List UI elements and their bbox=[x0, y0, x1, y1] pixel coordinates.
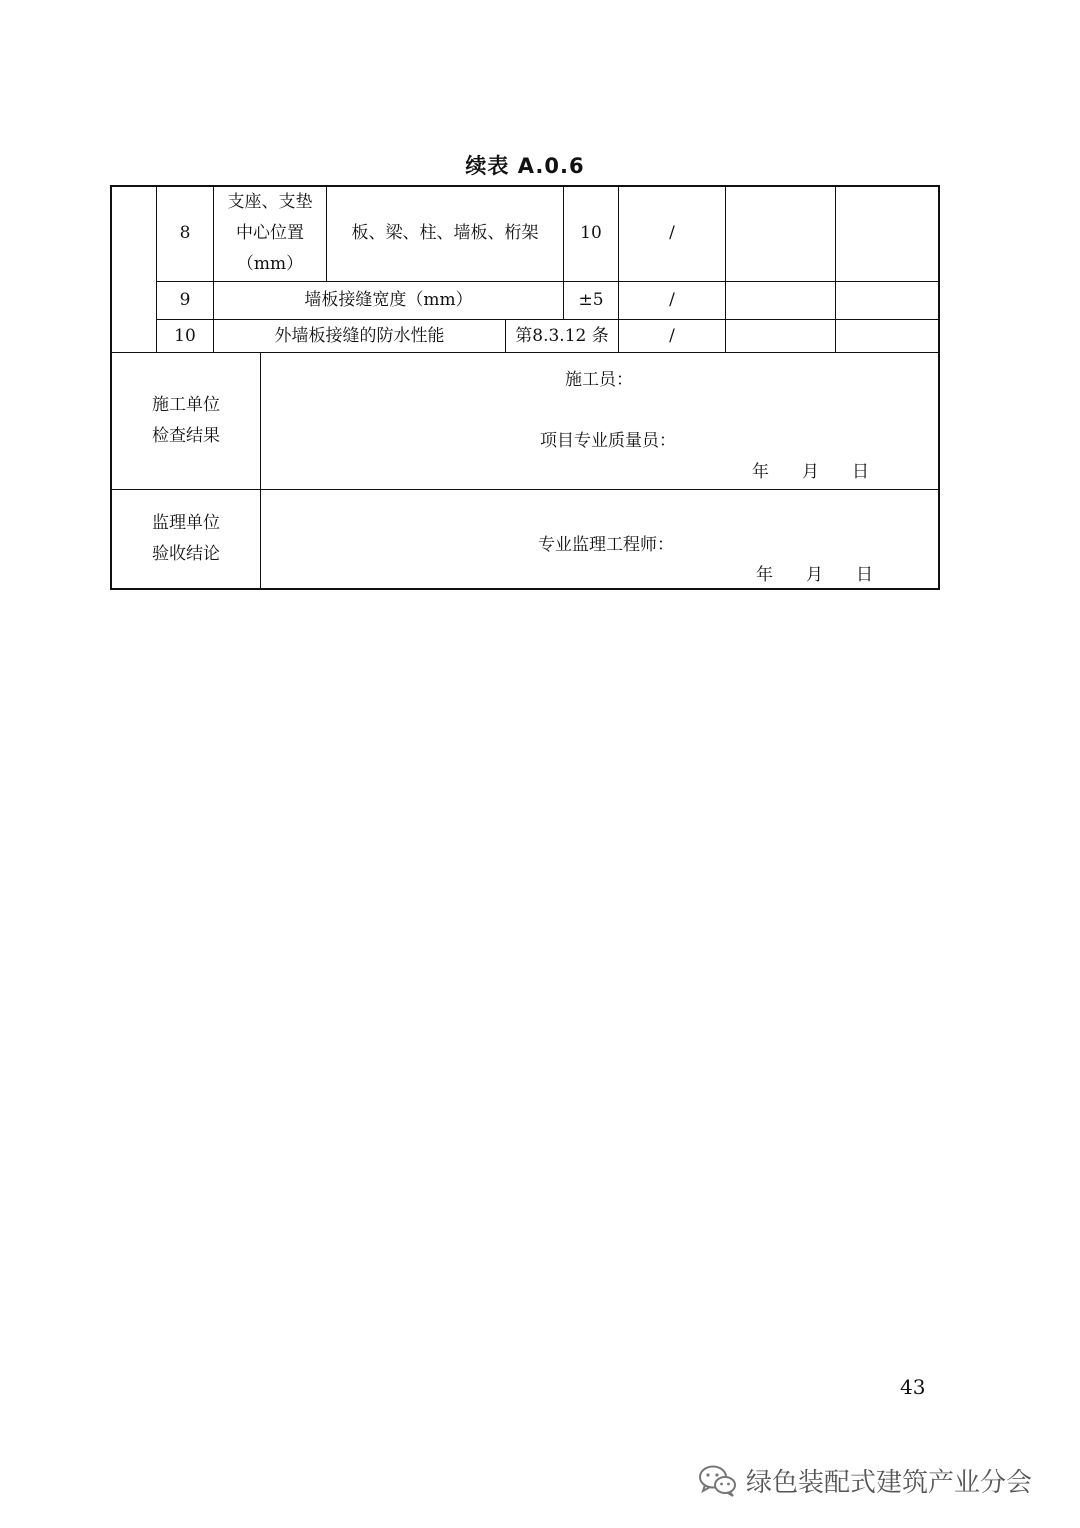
scope-cell: 板、梁、柱、墙板、桁架 bbox=[351, 223, 539, 243]
date-year: 年 bbox=[752, 462, 769, 482]
wechat-icon bbox=[698, 1464, 738, 1498]
watermark-text: 绿色装配式建筑产业分会 bbox=[746, 1468, 1033, 1498]
supervising-engineer-label: 专业监理工程师： bbox=[538, 535, 674, 555]
slash-cell: / bbox=[669, 325, 675, 346]
table-title: 续表 A.0.6 bbox=[465, 154, 585, 178]
table-border-right bbox=[938, 185, 940, 590]
tolerance-cell: 第8.3.12 条 bbox=[515, 325, 609, 346]
slash-cell: / bbox=[669, 223, 675, 243]
construction-worker-label: 施工员： bbox=[565, 370, 633, 390]
col-divider bbox=[835, 185, 836, 352]
row-number: 9 bbox=[179, 290, 191, 310]
date-month: 月 bbox=[802, 462, 819, 482]
supervision-label: 监理单位 验收结论 bbox=[152, 513, 220, 564]
tolerance-cell: ±5 bbox=[578, 290, 604, 310]
table-border-bottom bbox=[110, 588, 940, 590]
tolerance-cell: 10 bbox=[580, 223, 602, 243]
item-name-line: （mm） bbox=[236, 254, 304, 274]
inspection-table bbox=[110, 185, 940, 590]
item-name-cell: 外墙板接缝的防水性能 bbox=[274, 325, 445, 346]
item-name-cell bbox=[214, 186, 326, 281]
date-day: 日 bbox=[852, 462, 869, 482]
watermark bbox=[698, 1462, 1032, 1499]
page-number: 43 bbox=[900, 1375, 926, 1399]
label-divider bbox=[260, 352, 261, 590]
construction-label: 施工单位 检查结果 bbox=[152, 395, 220, 446]
date-year: 年 bbox=[756, 565, 773, 585]
row-number: 10 bbox=[174, 325, 196, 346]
item-name-line: 支座、支垫 bbox=[227, 192, 313, 212]
date-day: 日 bbox=[856, 565, 873, 585]
col-divider bbox=[725, 185, 726, 352]
item-name-cell: 墙板接缝宽度（mm） bbox=[304, 290, 473, 310]
item-name-line: 中心位置 bbox=[236, 223, 304, 243]
date-month: 月 bbox=[806, 565, 823, 585]
quality-inspector-label: 项目专业质量员： bbox=[540, 431, 676, 451]
slash-cell: / bbox=[669, 290, 675, 310]
row-number: 8 bbox=[179, 223, 191, 243]
